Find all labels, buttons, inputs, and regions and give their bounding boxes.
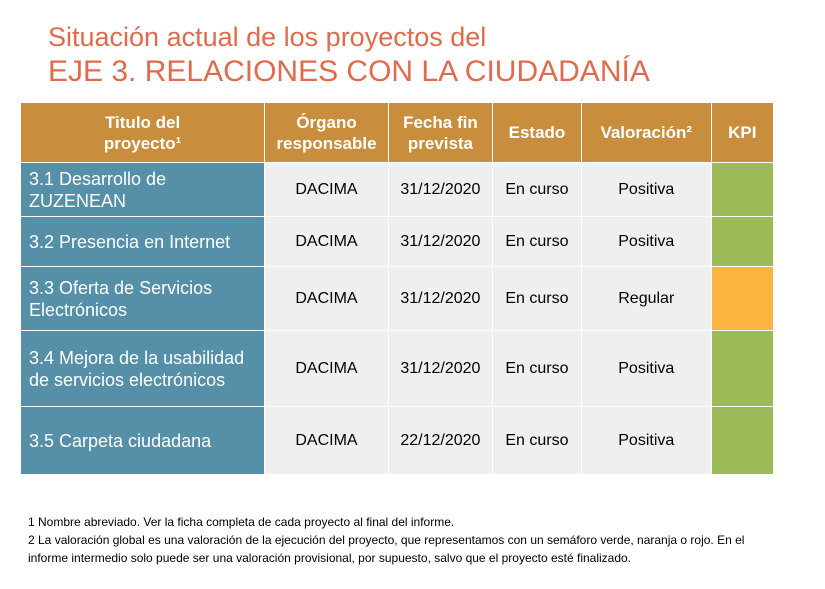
- project-end-date: 31/12/2020: [388, 331, 492, 407]
- kpi-indicator: [711, 267, 773, 331]
- kpi-indicator: [711, 407, 773, 475]
- project-end-date: 22/12/2020: [388, 407, 492, 475]
- project-status: En curso: [493, 331, 582, 407]
- project-status: En curso: [493, 217, 582, 267]
- project-rating: Positiva: [581, 331, 711, 407]
- project-status: En curso: [493, 267, 582, 331]
- project-rating: Positiva: [581, 217, 711, 267]
- project-title: 3.1 Desarrollo de ZUZENEAN: [21, 163, 265, 217]
- page-title-line2: EJE 3. RELACIONES CON LA CIUDADANÍA: [48, 55, 650, 88]
- project-title: 3.2 Presencia en Internet: [21, 217, 265, 267]
- project-end-date: 31/12/2020: [388, 267, 492, 331]
- kpi-indicator: [711, 217, 773, 267]
- project-title: 3.3 Oferta de Servicios Electrónicos: [21, 267, 265, 331]
- project-end-date: 31/12/2020: [388, 163, 492, 217]
- project-title: 3.5 Carpeta ciudadana: [21, 407, 265, 475]
- table-row: [21, 267, 774, 331]
- footnote-1: 1 Nombre abreviado. Ver la ficha completa de cada proyecto al final del informe.: [28, 515, 455, 529]
- project-organ: DACIMA: [265, 217, 389, 267]
- header-rating: Valoración²: [581, 103, 711, 163]
- table-row: [21, 331, 774, 407]
- project-title: 3.4 Mejora de la usabilidad de servicios electrónicos: [21, 331, 265, 407]
- table-header-row: [21, 103, 774, 163]
- project-rating: Positiva: [581, 163, 711, 217]
- project-status: En curso: [493, 407, 582, 475]
- page-title-line1: Situación actual de los proyectos del: [48, 22, 487, 52]
- table-row: [21, 163, 774, 217]
- project-rating: Regular: [581, 267, 711, 331]
- kpi-indicator: [711, 163, 773, 217]
- project-organ: DACIMA: [265, 407, 389, 475]
- table-row: [21, 407, 774, 475]
- header-status: Estado: [493, 103, 582, 163]
- footnotes: [28, 513, 768, 567]
- header-project-title: Titulo del proyecto¹: [21, 103, 265, 163]
- table-row: [21, 217, 774, 267]
- header-organ: Órgano responsable: [265, 103, 389, 163]
- project-status: En curso: [493, 163, 582, 217]
- project-organ: DACIMA: [265, 267, 389, 331]
- footnote-2: 2 La valoración global es una valoración de la ejecución del proyecto, que representamos con un semáforo verde, naranja o rojo. En el informe intermedio solo puede ser una valoración provisional, por supuesto, salvo que el proyecto esté finalizado.: [28, 533, 745, 565]
- header-kpi: KPI: [711, 103, 773, 163]
- project-rating: Positiva: [581, 407, 711, 475]
- project-organ: DACIMA: [265, 331, 389, 407]
- kpi-indicator: [711, 331, 773, 407]
- projects-table: [20, 102, 774, 475]
- header-end-date: Fecha fin prevista: [388, 103, 492, 163]
- project-organ: DACIMA: [265, 163, 389, 217]
- project-end-date: 31/12/2020: [388, 217, 492, 267]
